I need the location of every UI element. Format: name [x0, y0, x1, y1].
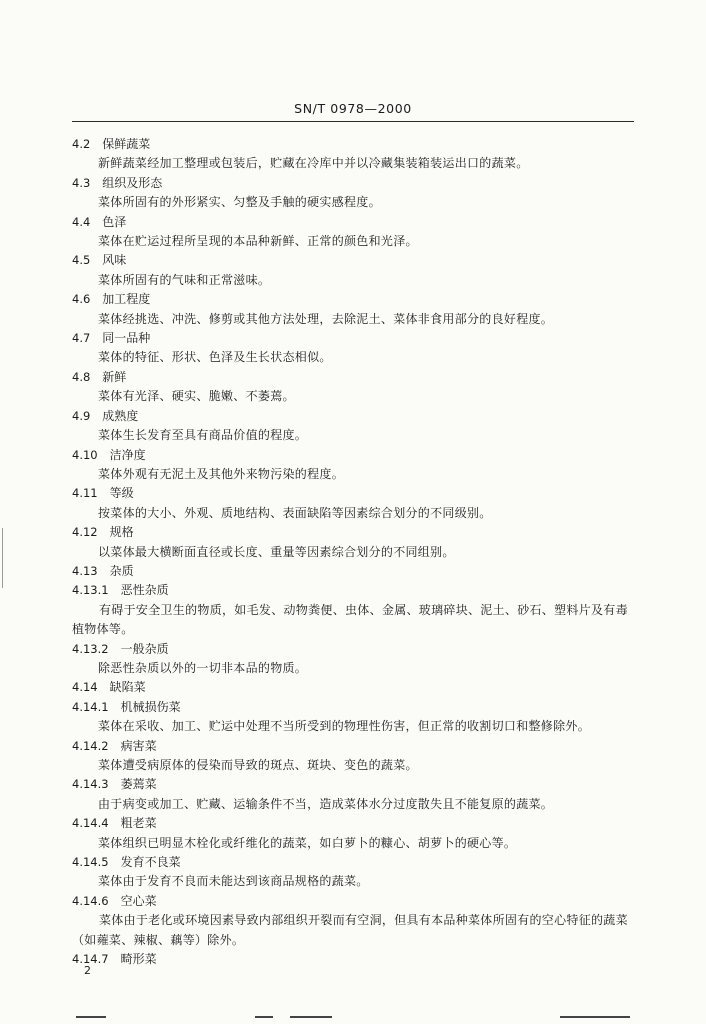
scan-mark [290, 1016, 332, 1018]
section-heading [72, 368, 637, 387]
scan-mark [560, 1016, 630, 1018]
section-number: 4.14.1 [72, 699, 109, 714]
section-heading [72, 698, 637, 717]
scan-mark [2, 528, 3, 588]
section-definition: 按菜体的大小、外观、质地结构、表面缺陷等因素综合划分的不同级别。 [98, 505, 492, 520]
section-definition: 除恶性杂质以外的一切非本品的物质。 [98, 660, 308, 675]
section-title: 组织及形态 [102, 175, 163, 190]
scan-mark [76, 1016, 106, 1018]
section-number: 4.10 [72, 447, 98, 462]
section-heading [72, 446, 637, 465]
section-number: 4.14.5 [72, 855, 109, 870]
section-heading [72, 737, 637, 756]
section-title: 病害菜 [120, 738, 157, 753]
section-number: 4.14.6 [72, 893, 109, 908]
section-title: 洁净度 [109, 447, 146, 462]
section-heading [72, 213, 637, 232]
section-title: 成熟度 [102, 408, 139, 423]
section-definition: 菜体有光泽、硬实、脆嫩、不萎蔫。 [98, 389, 295, 404]
section-number: 4.14 [72, 680, 98, 695]
section-number: 4.2 [72, 137, 91, 151]
section-definition: 菜体的特征、形状、色泽及生长状态相似。 [98, 350, 332, 365]
section-title: 加工程度 [102, 292, 151, 307]
section-title: 色泽 [102, 214, 127, 229]
section-definition: 菜体在采收、加工、贮运中处理不当所受到的物理性伤害，但正常的收割切口和整修除外。 [98, 719, 591, 734]
definitions-list [72, 135, 637, 969]
section-heading [72, 329, 637, 348]
section-heading [72, 853, 637, 872]
section-definition: 菜体在贮运过程所呈现的本品种新鲜、正常的颜色和光泽。 [98, 234, 418, 249]
section-heading [72, 892, 637, 911]
section-heading [72, 135, 637, 154]
section-definition: 菜体遭受病原体的侵染而导致的斑点、斑块、变色的蔬菜。 [98, 758, 418, 772]
section-number: 4.8 [72, 369, 91, 384]
section-heading [72, 523, 637, 542]
section-heading [72, 562, 637, 581]
section-number: 4.13.2 [72, 641, 109, 656]
section-number: 4.7 [72, 331, 91, 346]
section-title: 等级 [109, 486, 134, 501]
section-heading [72, 581, 637, 600]
section-number: 4.12 [72, 525, 98, 540]
section-definition: 菜体经挑选、冲洗、修剪或其他方法处理，去除泥土、菜体非食用部分的良好程度。 [98, 311, 554, 326]
section-title: 畸形菜 [120, 952, 157, 967]
section-definition: 菜体所固有的外形紧实、匀整及手触的硬实感程度。 [98, 195, 381, 210]
section-definition: 菜体组织已明显木栓化或纤维化的蔬菜，如白萝卜的糠心、胡萝卜的硬心等。 [98, 835, 517, 850]
section-number: 4.14.2 [72, 738, 109, 753]
section-title: 一般杂质 [120, 641, 169, 656]
section-definition: 菜体生长发育至具有商品价值的程度。 [98, 428, 308, 443]
section-title: 机械损伤菜 [120, 699, 181, 714]
section-definition: 菜体由于老化或环境因素导致内部组织开裂而有空洞，但具有本品种菜体所固有的空心特征的蔬菜（如蕹菜、辣椒、藕等）除外。 [72, 913, 628, 947]
header-rule [72, 121, 634, 122]
section-definition: 以菜体最大横断面直径或长度、重量等因素综合划分的不同组别。 [98, 544, 455, 559]
section-definition: 菜体所固有的气味和正常滋味。 [98, 272, 271, 287]
section-definition: 菜体外观有无泥土及其他外来物污染的程度。 [98, 466, 345, 481]
section-title: 发育不良菜 [120, 855, 181, 870]
section-definition: 菜体由于发育不良而未能达到该商品规格的蔬菜。 [98, 874, 369, 889]
section-definition: 有碍于安全卫生的物质，如毛发、动物粪便、虫体、金属、玻璃碎块、泥土、砂石、塑料片及有毒植物体等。 [72, 602, 628, 637]
section-number: 4.13.1 [72, 583, 109, 598]
section-number: 4.14.3 [72, 777, 109, 792]
section-heading [72, 174, 637, 193]
section-heading [72, 775, 637, 794]
section-heading [72, 678, 637, 697]
section-title: 萎蔫菜 [120, 777, 157, 792]
section-heading [72, 814, 637, 833]
section-number: 4.9 [72, 408, 91, 423]
section-title: 杂质 [109, 563, 134, 578]
standard-code: SN/T 0978—2000 [294, 101, 412, 116]
section-number: 4.14.4 [72, 816, 109, 831]
section-number: 4.3 [72, 175, 91, 190]
section-number: 4.6 [72, 292, 91, 307]
section-number: 4.4 [72, 214, 91, 229]
section-heading [72, 640, 637, 659]
section-number: 4.5 [72, 253, 91, 268]
section-heading [72, 251, 637, 270]
section-heading [72, 290, 637, 309]
section-heading [72, 950, 637, 969]
section-number: 4.11 [72, 486, 98, 501]
section-title: 同一品种 [102, 331, 151, 346]
section-title: 风味 [102, 253, 127, 268]
section-heading [72, 484, 637, 503]
section-definition: 由于病变或加工、贮藏、运输条件不当，造成菜体水分过度散失且不能复原的蔬菜。 [98, 796, 554, 811]
section-title: 粗老菜 [120, 816, 157, 831]
section-title: 规格 [109, 525, 134, 540]
section-heading [72, 407, 637, 426]
section-number: 4.13 [72, 563, 98, 578]
page-number: 2 [84, 964, 91, 977]
section-number: 4.14.7 [72, 952, 109, 967]
section-definition: 新鲜蔬菜经加工整理或包装后，贮藏在冷库中并以冷藏集装箱装运出口的蔬菜。 [98, 156, 529, 171]
section-title: 空心菜 [120, 893, 157, 908]
section-title: 恶性杂质 [120, 583, 169, 598]
section-title: 保鲜蔬菜 [102, 137, 151, 151]
scan-mark [255, 1016, 273, 1018]
section-title: 新鲜 [102, 369, 127, 384]
section-title: 缺陷菜 [109, 680, 146, 695]
